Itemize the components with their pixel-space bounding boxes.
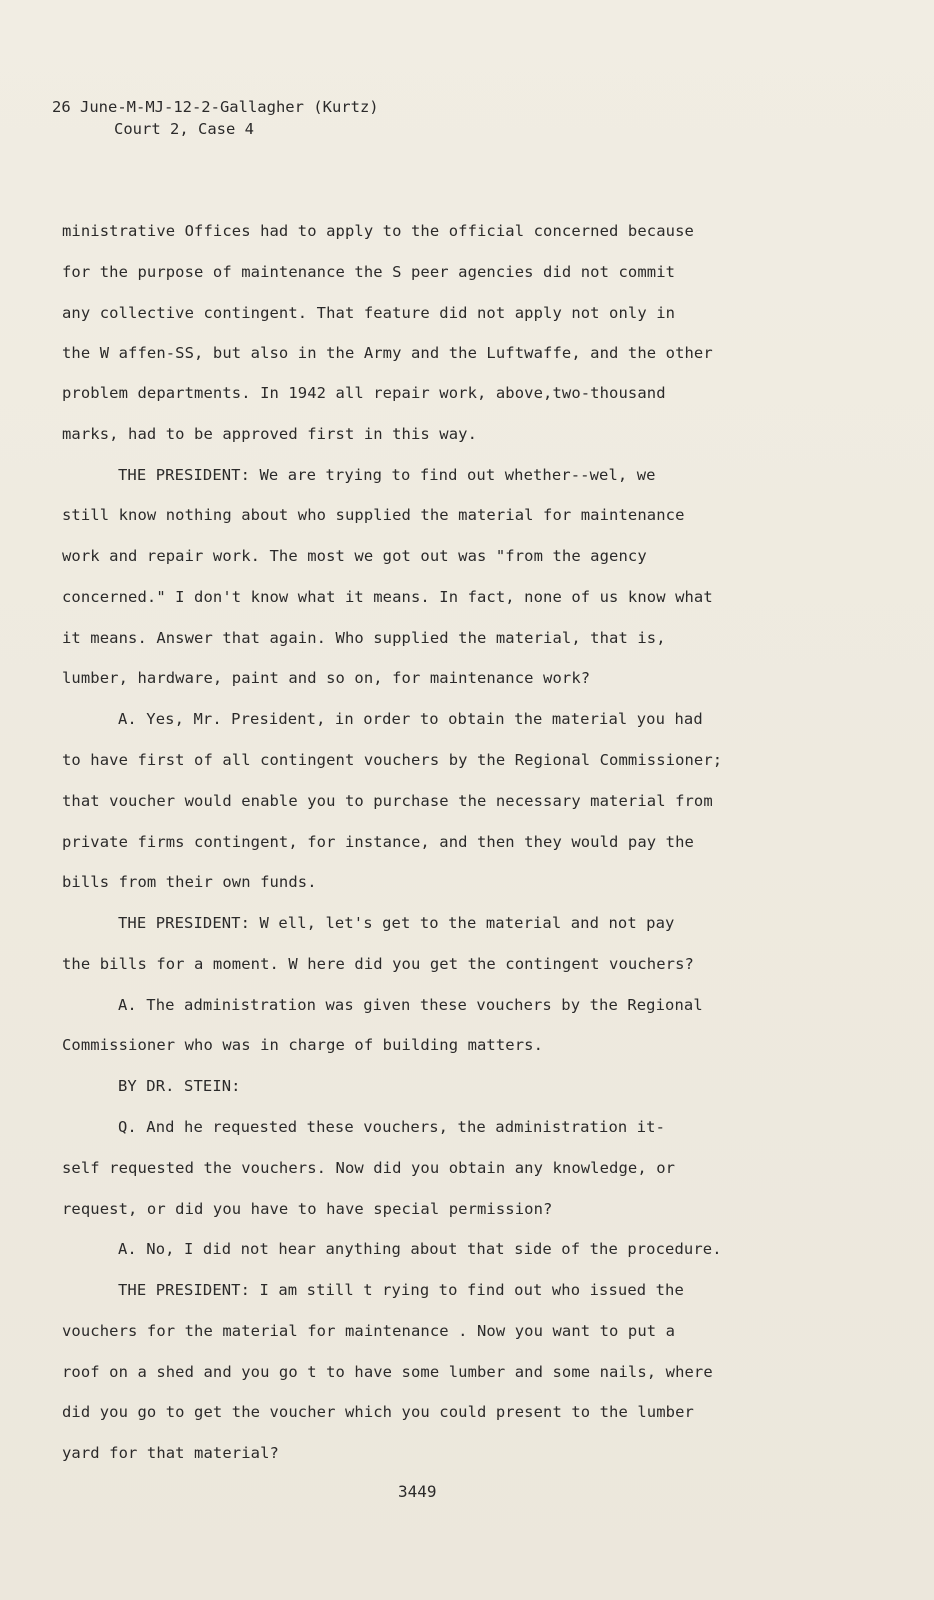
transcript-line: THE PRESIDENT: I am still t rying to find out who issued the (118, 1281, 684, 1299)
page-number: 3449 (398, 1482, 437, 1501)
transcript-line: the bills for a moment. W here did you get the contingent vouchers? (62, 955, 694, 973)
transcript-line: did you go to get the voucher which you could present to the lumber (62, 1403, 694, 1421)
transcript-line: that voucher would enable you to purchase the necessary material from (62, 792, 713, 810)
transcript-line: lumber, hardware, paint and so on, for maintenance work? (62, 669, 591, 687)
transcript-line: private firms contingent, for instance, and then they would pay the (62, 833, 694, 851)
transcript-line: A. No, I did not hear anything about that side of the procedure. (118, 1240, 722, 1258)
transcript-line: THE PRESIDENT: We are trying to find out whether--wel, we (118, 466, 656, 484)
transcript-line: problem departments. In 1942 all repair work, above,two-thousand (62, 384, 666, 402)
transcript-line: vouchers for the material for maintenance . Now you want to put a (62, 1322, 676, 1340)
transcript-line: any collective contingent. That feature did not apply not only in (62, 304, 676, 322)
transcript-line: Commissioner who was in charge of building matters. (62, 1036, 544, 1054)
transcript-line: to have first of all contingent vouchers by the Regional Commissioner; (62, 751, 723, 769)
document-header (52, 96, 379, 140)
transcript-line: marks, had to be approved first in this way. (62, 425, 477, 443)
transcript-line: yard for that material? (62, 1444, 279, 1462)
transcript-line: BY DR. STEIN: (118, 1077, 241, 1095)
transcript-line: request, or did you have to have special permission? (62, 1200, 553, 1218)
header-court-line: Court 2, Case 4 (114, 120, 254, 138)
transcript-line: concerned." I don't know what it means. In fact, none of us know what (62, 588, 713, 606)
transcript-line: it means. Answer that again. Who supplied the material, that is, (62, 629, 666, 647)
transcript-line: for the purpose of maintenance the S peer agencies did not commit (62, 263, 676, 281)
transcript-line: work and repair work. The most we got out was "from the agency (62, 547, 647, 565)
transcript-line: Q. And he requested these vouchers, the administration it- (118, 1118, 666, 1136)
transcript-line: still know nothing about who supplied the material for maintenance (62, 506, 685, 524)
transcript-line: THE PRESIDENT: W ell, let's get to the material and not pay (118, 914, 675, 932)
transcript-line: bills from their own funds. (62, 873, 317, 891)
transcript-line: A. The administration was given these vouchers by the Regional (118, 996, 703, 1014)
transcript-line: self requested the vouchers. Now did you obtain any knowledge, or (62, 1159, 676, 1177)
header-session-line: 26 June-M-MJ-12-2-Gallagher (Kurtz) (52, 98, 379, 116)
transcript-line: roof on a shed and you go t to have some lumber and some nails, where (62, 1363, 713, 1381)
transcript-line: the W affen-SS, but also in the Army and the Luftwaffe, and the other (62, 344, 713, 362)
transcript-line: A. Yes, Mr. President, in order to obtain the material you had (118, 710, 703, 728)
transcript-line: ministrative Offices had to apply to the official concerned because (62, 222, 694, 240)
